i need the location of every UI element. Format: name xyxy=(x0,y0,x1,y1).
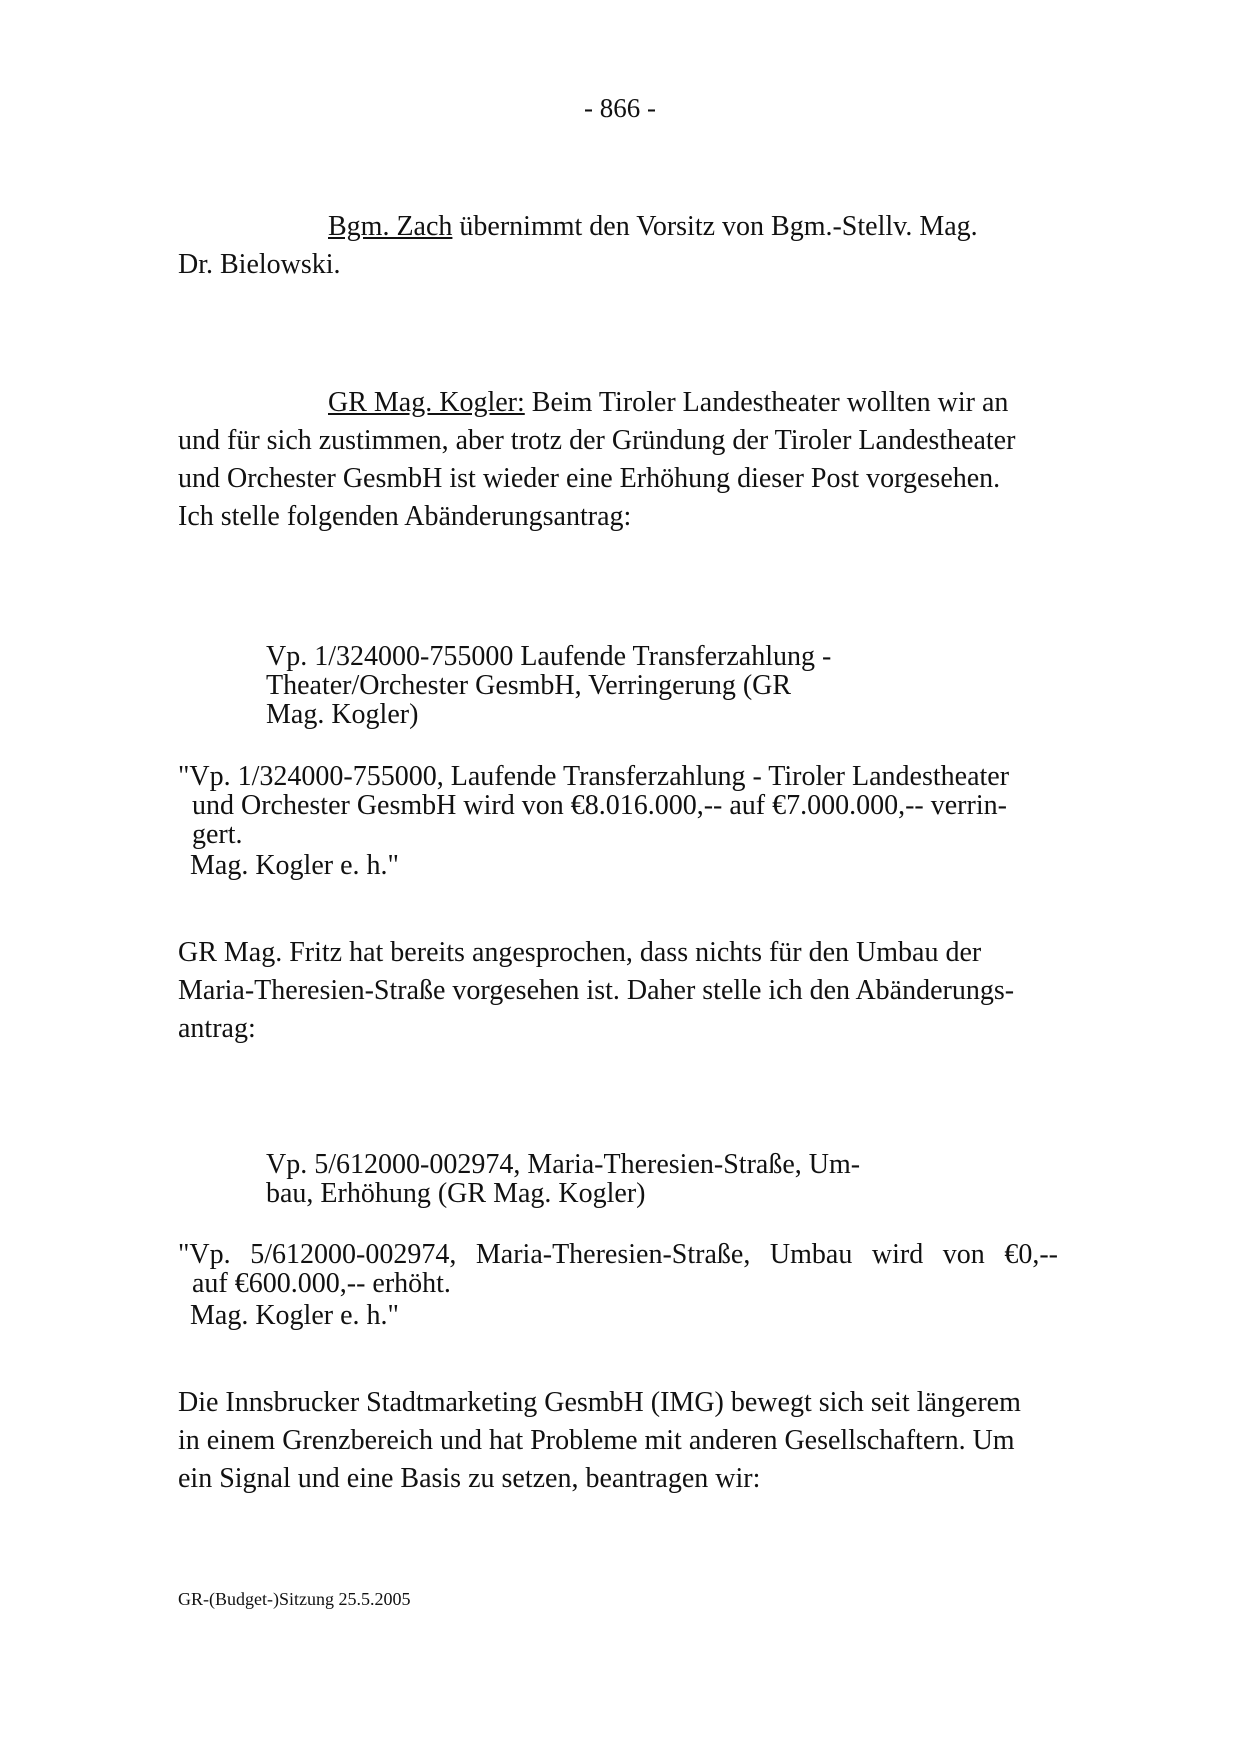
quote-line: auf €600.000,-- erhöht. xyxy=(192,1268,451,1299)
paragraph-text: übernimmt den Vorsitz von Bgm.-Stellv. Mag. xyxy=(452,211,978,242)
speaker-name: Bgm. Zach xyxy=(328,211,453,242)
paragraph-chair-change xyxy=(178,208,1078,284)
paragraph-text: ein Signal und eine Basis zu setzen, beantragen wir: xyxy=(178,1463,761,1494)
motion-title xyxy=(266,1150,906,1208)
paragraph-img xyxy=(178,1384,1078,1498)
paragraph-text: GR Mag. Fritz hat bereits angesprochen, dass nichts für den Umbau der xyxy=(178,937,982,968)
quote-line: "Vp. 1/324000-755000, Laufende Transferzahlung - Tiroler Landestheater xyxy=(178,761,1010,792)
quote-line: "Vp. 5/612000-002974, Maria-Theresien-Straße, Umbau wird von €0,-- xyxy=(178,1239,1058,1270)
motion-title-line: Vp. 5/612000-002974, Maria-Theresien-Straße, Um- xyxy=(266,1149,861,1180)
motion-title-line: Mag. Kogler) xyxy=(266,699,419,730)
motion-quote xyxy=(178,762,1068,849)
paragraph-fritz xyxy=(178,934,1078,1048)
paragraph-text: Ich stelle folgenden Abänderungsantrag: xyxy=(178,501,632,532)
paragraph-text: Die Innsbrucker Stadtmarketing GesmbH (IMG) bewegt sich seit längerem xyxy=(178,1387,1021,1418)
quote-line: gert. xyxy=(192,819,243,850)
motion-title-line: Vp. 1/324000-755000 Laufende Transferzahlung - xyxy=(266,641,832,672)
speaker-name: GR Mag. Kogler: xyxy=(328,387,525,418)
page-footer: GR-(Budget-)Sitzung 25.5.2005 xyxy=(178,1589,411,1609)
paragraph-text: antrag: xyxy=(178,1013,256,1044)
paragraph-text: und für sich zustimmen, aber trotz der Gründung der Tiroler Landestheater xyxy=(178,425,1016,456)
motion-quote xyxy=(178,1240,1058,1298)
motion-title xyxy=(266,642,906,729)
paragraph-text: Beim Tiroler Landestheater wollten wir an xyxy=(524,387,1009,418)
signature: Mag. Kogler e. h." xyxy=(190,1300,399,1331)
motion-title-line: bau, Erhöhung (GR Mag. Kogler) xyxy=(266,1178,646,1209)
paragraph-text: Dr. Bielowski. xyxy=(178,249,341,280)
paragraph-kogler-theater xyxy=(178,384,1078,536)
quote-line: und Orchester GesmbH wird von €8.016.000,-- auf €7.000.000,-- verrin- xyxy=(192,790,1007,821)
paragraph-text: und Orchester GesmbH ist wieder eine Erhöhung dieser Post vorgesehen. xyxy=(178,463,1001,494)
paragraph-text: Maria-Theresien-Straße vorgesehen ist. Daher stelle ich den Abänderungs- xyxy=(178,975,1015,1006)
signature: Mag. Kogler e. h." xyxy=(190,850,399,881)
page-number: - 866 - xyxy=(584,93,656,123)
motion-title-line: Theater/Orchester GesmbH, Verringerung (GR xyxy=(266,670,792,701)
paragraph-text: in einem Grenzbereich und hat Probleme mit anderen Gesellschaftern. Um xyxy=(178,1425,1015,1456)
